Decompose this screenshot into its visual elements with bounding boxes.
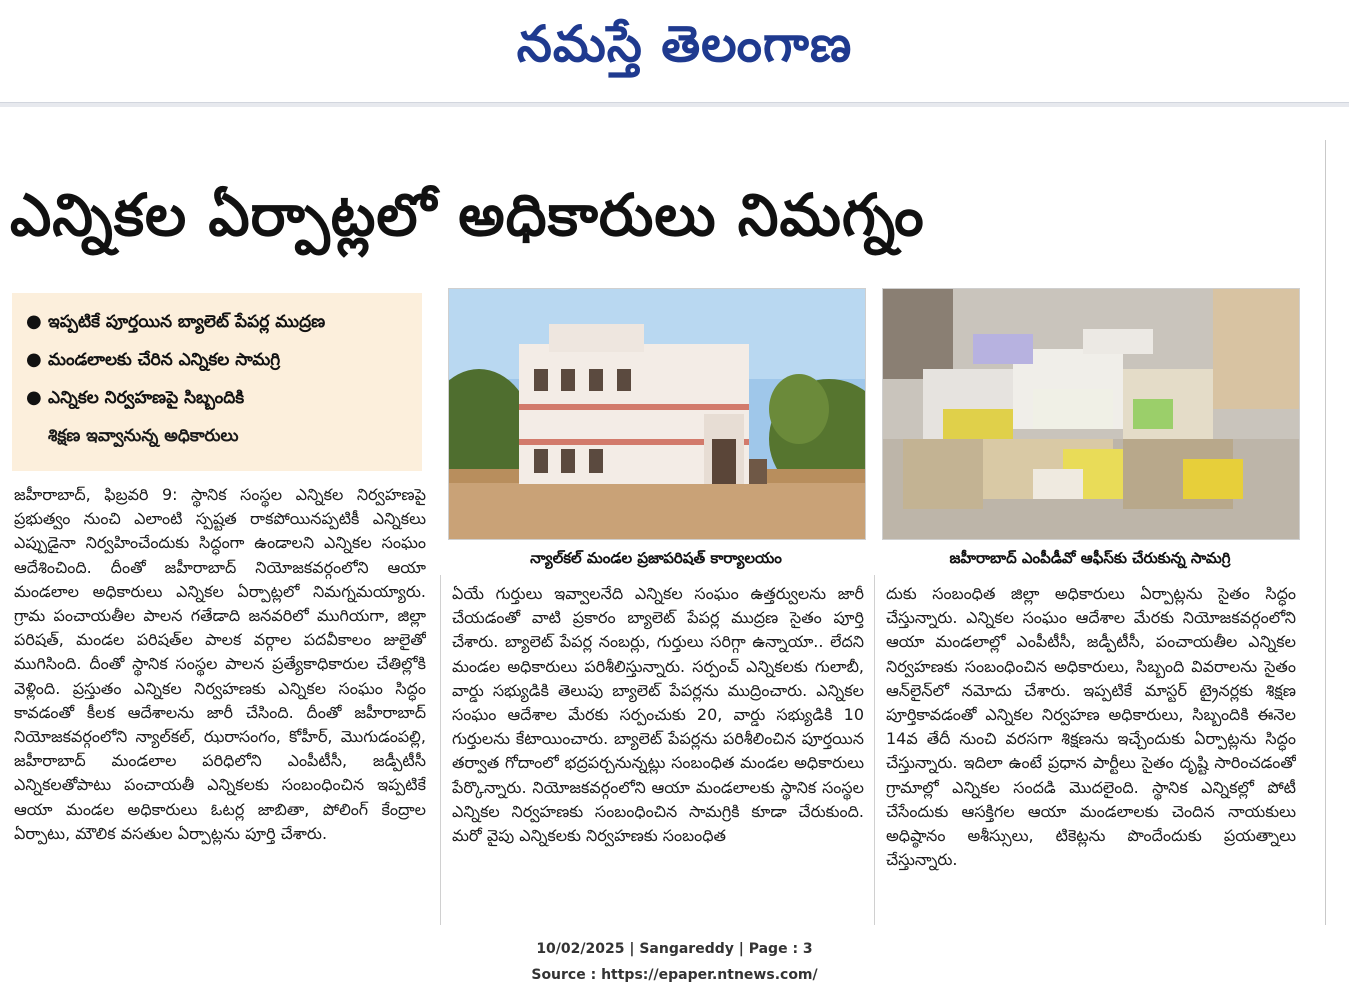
bullet-icon: ● (26, 311, 42, 332)
photo-mandal-office (448, 288, 866, 540)
highlight-item (26, 379, 412, 417)
highlight-text: మండలాలకు చేరిన ఎన్నికల సామగ్రి (48, 350, 281, 370)
page-right-rule (1325, 140, 1326, 925)
masthead-logo: నమస్తే తెలంగాణ (516, 14, 853, 73)
column-divider (874, 575, 875, 925)
masthead-divider (0, 102, 1349, 107)
bullet-icon: ● (26, 349, 42, 370)
bullet-icon: ● (26, 387, 42, 408)
highlight-item (26, 341, 412, 379)
footer-source-line: Source : https://epaper.ntnews.com/ (531, 967, 818, 983)
highlight-continuation: శిక్షణ ఇవ్వానున్న అధికారులు (48, 426, 239, 446)
highlight-item (26, 303, 412, 341)
article-column-3 (886, 582, 1296, 922)
photo-caption-2: జహీరాబాద్ ఎంపీడీవో ఆఫీస్‌కు చేరుకున్న సామగ్రి (949, 549, 1231, 567)
masthead (0, 0, 1349, 100)
page-footer (0, 936, 1349, 988)
article-column-1 (14, 483, 426, 923)
photo-election-materials (882, 288, 1300, 540)
column-1-text: జహీరాబాద్, ఫిబ్రవరి 9: స్థానిక సంస్థల ఎన్నికల నిర్వహణపై ప్రభుత్వం నుంచి ఎలాంటి స్పష్టత రాకపోయినప్పటికీ ఎన్నికలు ఎప్పుడైనా నిర్వహించేందుకు సిద్ధంగా ఉండాలని ఎన్నికల సంఘం ఆదేశించింది. దీంతో జహీరాబాద్ నియోజకవర్గంలోని ఆయా మండలాల అధికారులు ఎన్నికల ఏర్పాట్లలో నిమగ్నమయ్యారు. గ్రామ పంచాయతీల పాలన గతేడాది జనవరిలో ముగియగా, జిల్లా పరిషత్, మండల పరిషత్‌ల పాలక వర్గాల పదవీకాలం జులైతో ముగిసింది. దీంతో స్థానిక సంస్థల పాలన ప్రత్యేకాధికారుల చేతిల్లోకి వెళ్లింది. ప్రస్తుతం ఎన్నికల నిర్వహణకు ఎన్నికల సంఘం సిద్ధం కావడంతో కీలక ఆదేశాలను జారీ చేసింది. దీంతో జహీరాబాద్ నియోజకవర్గంలోని న్యాల్‌కల్, ఝరాసంగం, కోహీర్, మొగుడంపల్లి, జహీరాబాద్ మండలాల పరిధిలోని ఎంపీటీసీ, జడ్పీటీసీ ఎన్నికలతోపాటు పంచాయతీ ఎన్నికలకు సంబంధించిన ఇప్పటికే ఆయా మండల అధికారులు ఓటర్ల జాబితా, పోలింగ్ కేంద్రాల ఏర్పాటు, మౌలిక వసతుల ఏర్పాట్లను పూర్తి చేశారు. (14, 485, 426, 843)
column-divider (440, 575, 441, 925)
footer-date-line: 10/02/2025 | Sangareddy | Page : 3 (536, 941, 813, 957)
column-2-text: ఏయే గుర్తులు ఇవ్వాలనేది ఎన్నికల సంఘం ఉత్తర్వులను జారీ చేయడంతో వాటి ప్రకారం బ్యాలెట్ పేపర్ల ముద్రణ సైతం పూర్తి చేశారు. బ్యాలెట్ పేపర్ల నంబర్లు, గుర్తులు సరిగ్గా ఉన్నాయా.. లేదని మండల అధికారులు పరిశీలిస్తున్నారు. సర్పంచ్ ఎన్నికలకు గులాబీ, వార్డు సభ్యుడికి తెలుపు బ్యాలెట్ పేపర్లను ముద్రించారు. ఎన్నికల సంఘం ఆదేశాల మేరకు సర్పంచుకు 20, వార్డు సభ్యుడికి 10 గుర్తులను కేటాయించారు. బ్యాలెట్ పేపర్లను పరిశీలించిన పూర్తయిన తర్వాత గోదాంలో భద్రపర్చనున్నట్లు సంబంధిత మండల అధికారులు పేర్కొన్నారు. నియోజకవర్గంలోని ఆయా మండలాలకు స్థానిక సంస్థల ఎన్నికల నిర్వహణకు సంబంధించిన సామగ్రికి కూడా చేరుకుంది. మరో వైపు ఎన్నికలకు నిర్వహణకు సంబంధిత (452, 584, 864, 846)
highlight-text: ఇప్పటికే పూర్తయిన బ్యాలెట్ పేపర్ల ముద్రణ (48, 312, 326, 332)
article-headline: ఎన్నికల ఏర్పాట్లలో అధికారులు నిమగ్నం (10, 181, 925, 249)
article-column-2 (452, 582, 864, 922)
highlights-box (12, 293, 422, 471)
column-3-text: దుకు సంబంధిత జిల్లా అధికారులు ఏర్పాట్లను సైతం సిద్ధం చేస్తున్నారు. ఎన్నికల సంఘం ఆదేశాల మేరకు నియోజకవర్గంలోని ఆయా మండలాల్లో ఎంపీటీసీ, జడ్పీటీసీ, పంచాయతీల ఎన్నికల నిర్వహణకు సంబంధించిన అధికారులు, సిబ్బంది వివరాలను సైతం ఆన్‌లైన్‌లో నమోదు చేశారు. ఇప్పటికే మాస్టర్ ట్రైనర్లకు శిక్షణ పూర్తికావడంతో ఎన్నికల నిర్వహణ అధికారులు, సిబ్బందికి ఈనెల 14వ తేదీ నుంచి వరసగా శిక్షణను ఇచ్చేందుకు ఏర్పాట్లను సిద్ధం చేస్తున్నారు. ఇదిలా ఉంటే ప్రధాన పార్టీలు సైతం దృష్టి సారించడంతో గ్రామాల్లో ఎన్నికల సందడి మొదలైంది. స్థానిక ఎన్నికల్లో పోటీ చేసేందుకు ఆసక్తిగల ఆయా మండలాలకు చెందిన నాయకులు అధిష్ఠానం అశీస్సులు, టికెట్లను పొందేందుకు ప్రయత్నాలు చేస్తున్నారు. (886, 584, 1296, 870)
photo-caption-1: న్యాల్‌కల్ మండల ప్రజాపరిషత్ కార్యాలయం (530, 549, 782, 567)
highlight-text: ఎన్నికల నిర్వహణపై సిబ్బందికి (48, 388, 245, 408)
